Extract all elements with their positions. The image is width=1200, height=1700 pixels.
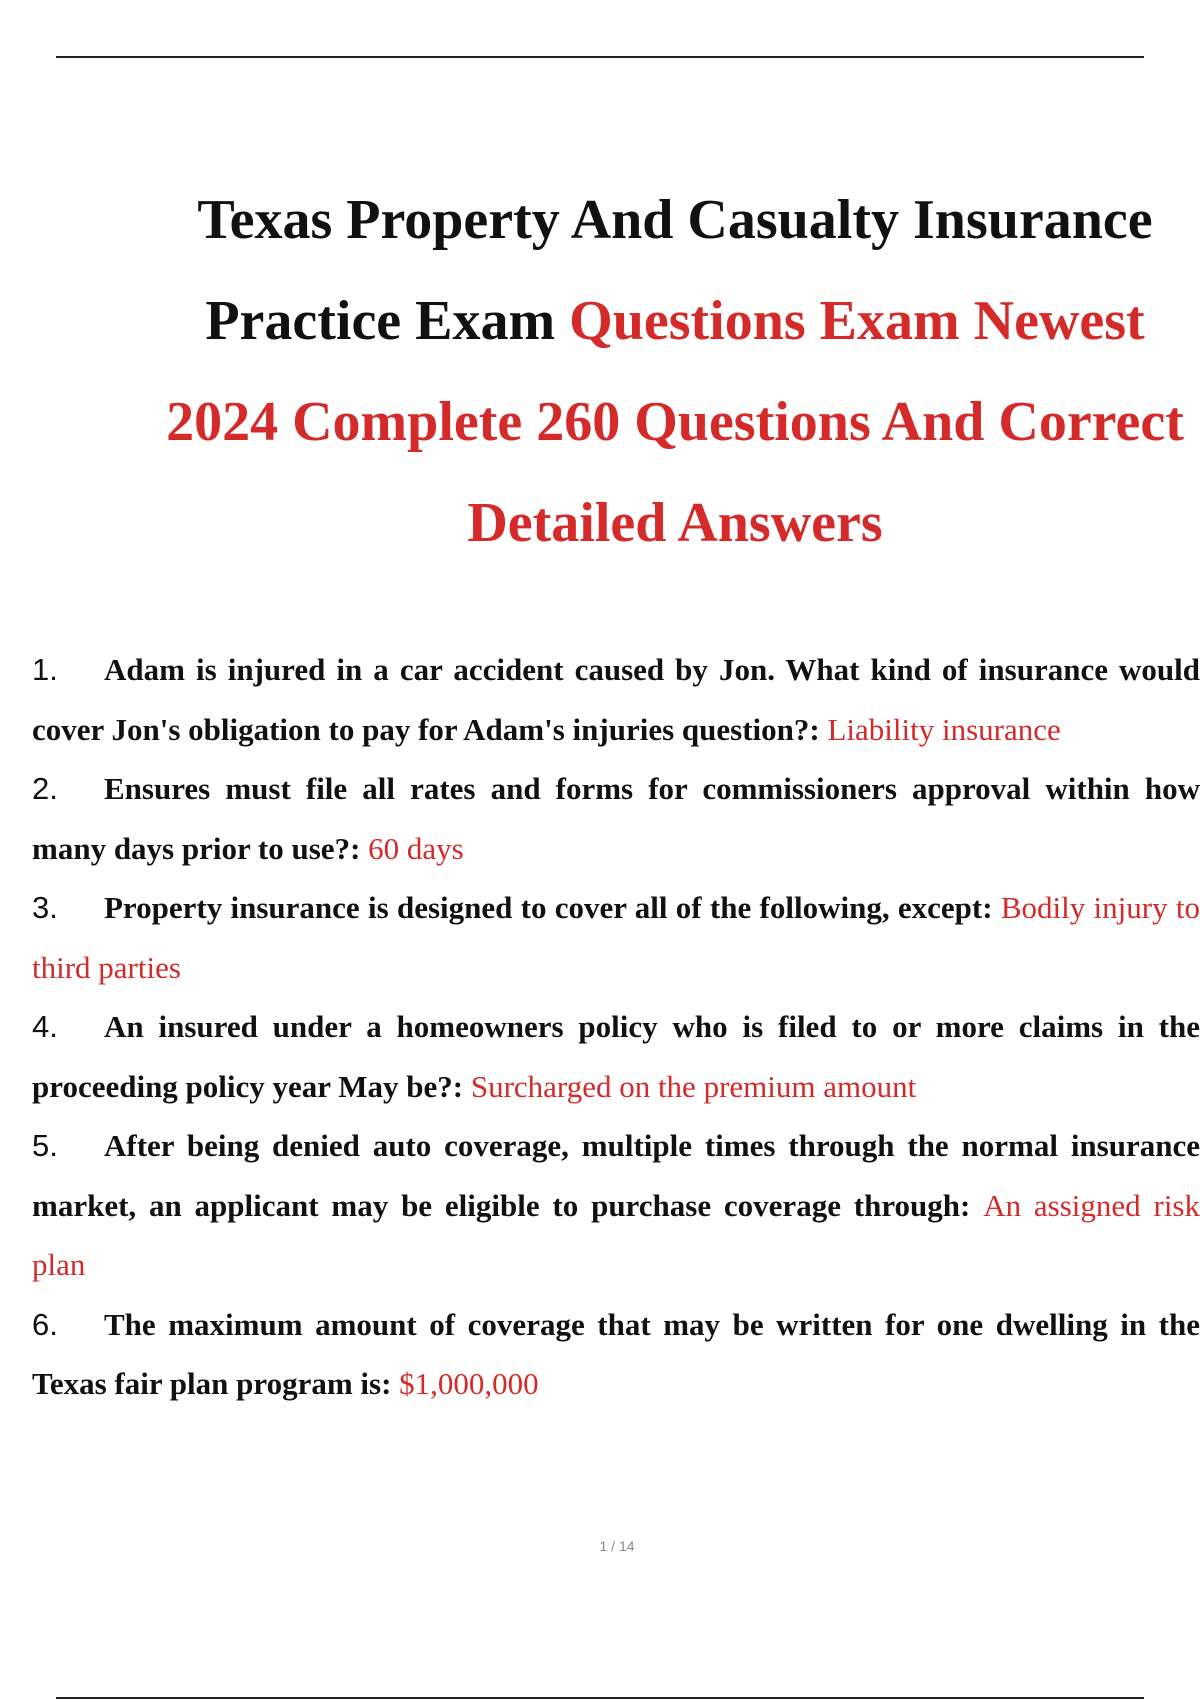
question-item [32,1116,1200,1295]
question-number: 6. [32,1306,58,1342]
question-text: The maximum amount of coverage that may be written for one dwelling in the Texas fair plan program is: [32,1306,1200,1401]
title-black-part: Texas Property And Casualty Insurance Practice Exam [197,189,1153,352]
question-answer: Surcharged on the premium amount [470,1068,917,1104]
question-text: An insured under a homeowners policy who is filed to or more claims in the proceeding policy year May be?: [32,1009,1200,1104]
question-answer: 60 days [368,830,464,866]
question-item [32,997,1200,1116]
question-number: 5. [32,1128,58,1163]
question-text: Property insurance is designed to cover all of the following, except: [104,890,993,925]
question-item [32,1295,1200,1414]
bottom-rule [56,1697,1144,1699]
question-number: 3. [32,890,58,925]
question-number: 1. [32,652,58,687]
question-text: Adam is injured in a car accident caused by Jon. What kind of insurance would cover Jon's obligation to pay for Adam's injuries question?: [32,652,1200,747]
question-number: 2. [32,771,58,806]
question-item [32,640,1200,759]
question-number: 4. [32,1009,58,1044]
page-indicator: 1 / 14 [599,1538,635,1554]
question-item [32,759,1200,878]
document-title [150,170,1200,574]
question-answer: Bodily injury to third parties [32,890,1200,985]
question-answer: An assigned risk plan [32,1187,1200,1282]
question-answer: Liability insurance [827,711,1061,747]
question-text: Ensures must file all rates and forms for commissioners approval within how many days prior to use?: [32,771,1200,866]
top-rule [56,56,1144,58]
question-list [32,640,1200,1414]
question-answer: $1,000,000 [399,1366,539,1401]
title-red-part: Questions Exam Newest 2024 Complete 260 Questions And Correct Detailed Answers [166,290,1184,554]
question-text: After being denied auto coverage, multiple times through the normal insurance market, an applicant may be eligible to purchase coverage through: [32,1128,1200,1223]
question-item [32,878,1200,997]
